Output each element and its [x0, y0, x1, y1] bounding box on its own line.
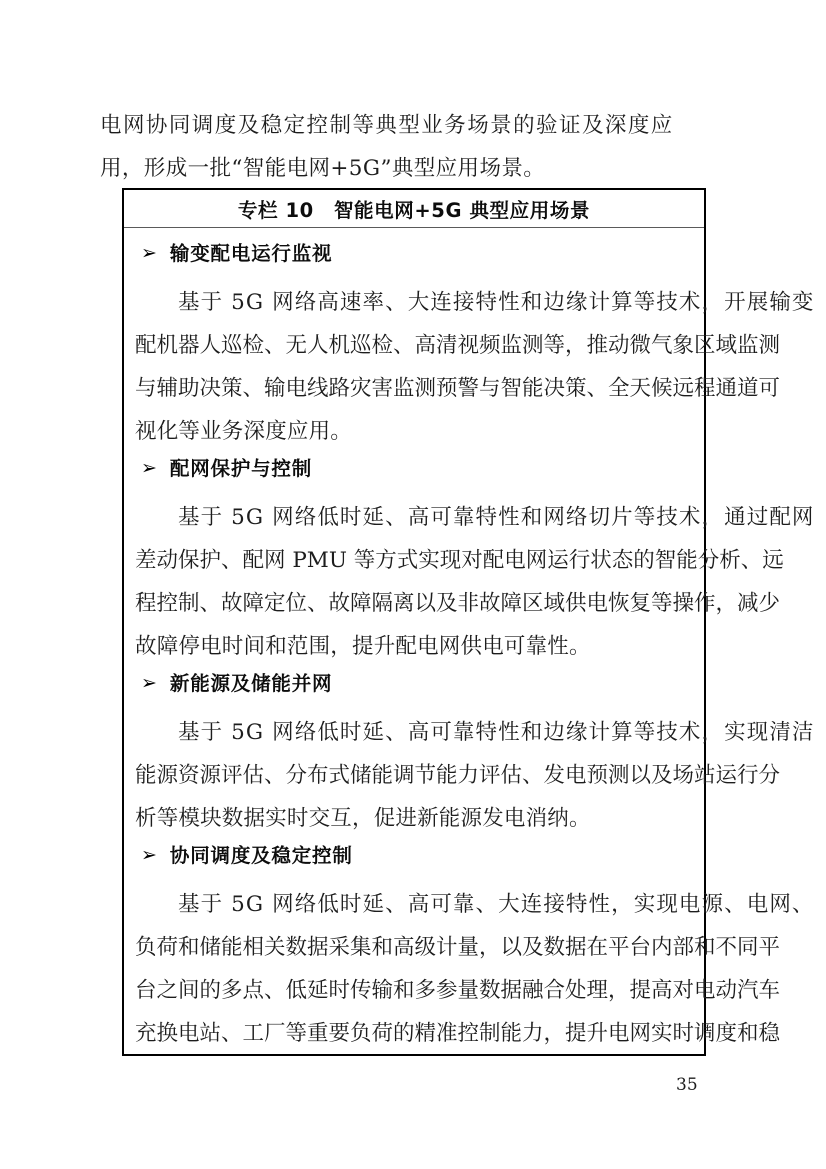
body-line: 差动保护、配网 PMU 等方式实现对配电网运行状态的智能分析、远 [135, 548, 784, 573]
lead-paragraph [100, 104, 712, 190]
section-title: 协同调度及稳定控制 [169, 844, 353, 867]
section-transmission-monitoring [135, 238, 815, 453]
bullet-arrow-icon: ➢ [141, 672, 157, 694]
body-line: 负荷和储能相关数据采集和高级计量，以及数据在平台内部和不同平 [135, 935, 781, 960]
lead-paragraph-line: 电网协同调度及稳定控制等典型业务场景的验证及深度应 [100, 113, 674, 138]
body-line: 能源资源评估、分布式储能调节能力评估、发电预测以及场站运行分 [135, 763, 781, 788]
body-line: 故障停电时间和范围，提升配电网供电可靠性。 [135, 634, 591, 659]
section-body [135, 711, 815, 840]
body-line: 基于 5G 网络低时延、高可靠特性和边缘计算等技术，实现清洁 [178, 720, 815, 745]
section-title: 配网保护与控制 [169, 457, 313, 480]
body-line: 析等模块数据实时交互，促进新能源发电消纳。 [135, 806, 591, 831]
section-renewable-storage-grid [135, 668, 815, 840]
body-line: 基于 5G 网络低时延、高可靠、大连接特性，实现电源、电网、 [178, 892, 815, 917]
section-heading [135, 453, 693, 496]
bullet-arrow-icon: ➢ [141, 844, 157, 866]
bullet-arrow-icon: ➢ [141, 457, 157, 479]
column-box-header [124, 190, 704, 228]
section-heading [135, 840, 693, 883]
body-line: 基于 5G 网络高速率、大连接特性和边缘计算等技术，开展输变 [178, 290, 815, 315]
bullet-arrow-icon: ➢ [141, 242, 157, 264]
section-body [135, 281, 815, 453]
section-title: 新能源及储能并网 [169, 672, 333, 695]
section-heading [135, 668, 693, 711]
section-body [135, 496, 815, 668]
body-line: 与辅助决策、输电线路灾害监测预警与智能决策、全天候远程通道可 [135, 376, 781, 401]
body-line: 配机器人巡检、无人机巡检、高清视频监测等，推动微气象区域监测 [135, 333, 781, 358]
section-body [135, 883, 815, 1055]
body-line: 视化等业务深度应用。 [135, 419, 353, 444]
section-heading [135, 238, 693, 281]
page-number: 35 [676, 1075, 698, 1095]
lead-paragraph-line: 用，形成一批“智能电网+5G”典型应用场景。 [100, 156, 546, 181]
section-coordinated-dispatch [135, 840, 815, 1055]
body-line: 程控制、故障定位、故障隔离以及非故障区域供电恢复等操作，减少 [135, 591, 781, 616]
body-line: 基于 5G 网络低时延、高可靠特性和网络切片等技术，通过配网 [178, 505, 815, 530]
column-box [122, 188, 815, 1056]
column-box-body [124, 228, 815, 1055]
section-title: 输变配电运行监视 [169, 242, 333, 265]
body-line: 充换电站、工厂等重要负荷的精准控制能力，提升电网实时调度和稳 [135, 1021, 781, 1046]
section-distribution-protection [135, 453, 815, 668]
body-line: 台之间的多点、低延时传输和多参量数据融合处理，提高对电动汽车 [135, 978, 781, 1003]
column-box-title: 专栏 10 智能电网+5G 典型应用场景 [237, 198, 591, 222]
